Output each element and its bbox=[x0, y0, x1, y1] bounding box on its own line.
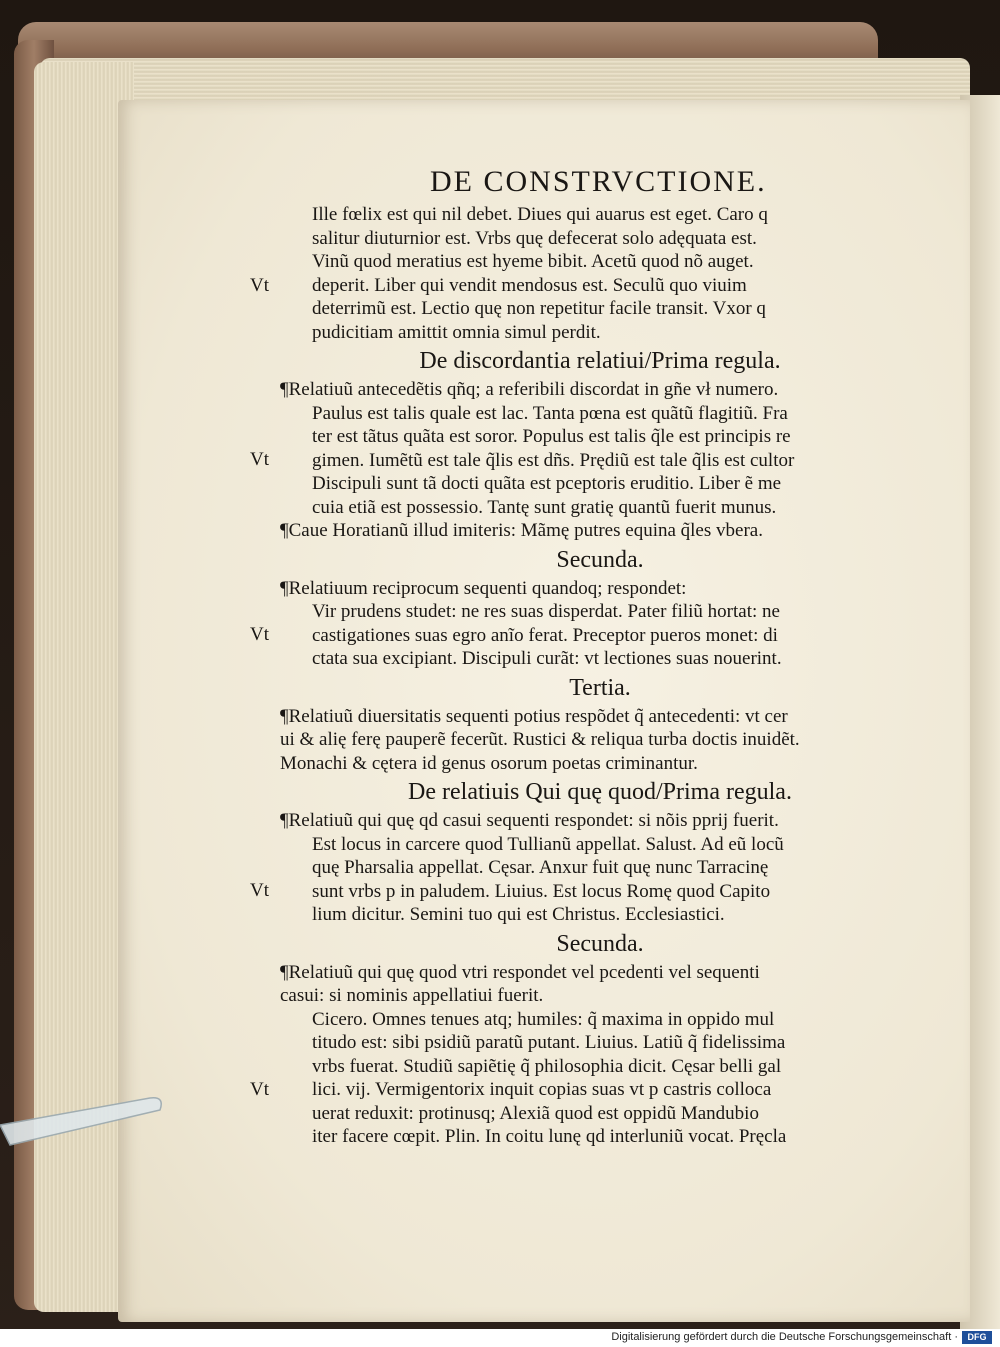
text-line: ter est tãtus quãta est soror. Populus est talis q̃le est principis re bbox=[312, 426, 791, 447]
section-heading: De discordantia relatiui/Prima regula. bbox=[419, 348, 781, 374]
footer-credit: Digitalisierung gefördert durch die Deutsche Forschungsgemeinschaft · bbox=[611, 1331, 958, 1343]
text-line: pudicitiam amittit omnia simul perdit. bbox=[312, 321, 601, 343]
section-examples-2 bbox=[250, 402, 920, 520]
text-line: castigationes suas egro anĩo ferat. Preceptor pueros monet: di bbox=[312, 624, 778, 646]
section-heading: Secunda. bbox=[556, 546, 644, 573]
text-line: Vinũ quod meratius est hyeme bibit. Acetũ quod nõ auget. bbox=[312, 251, 754, 272]
section-heading: Secunda. bbox=[556, 930, 644, 957]
text-line: lium dicitur. Semini tuo qui est Christus. Ecclesiastici. bbox=[312, 904, 725, 925]
section-examples-1 bbox=[250, 203, 920, 344]
text-line: titudo est: sibi psidiũ paratũ putant. Liuius. Latiũ q̃ fidelissima bbox=[312, 1032, 786, 1053]
caution-line: ¶Caue Horatianũ illud imiteris: Mãmę putres equina q̃les vbera. bbox=[280, 520, 763, 541]
vt-label: Vt bbox=[250, 624, 269, 645]
vt-label: Vt bbox=[250, 879, 269, 901]
vt-label: Vt bbox=[250, 448, 269, 470]
text-line: deperit. Liber qui vendit mendosus est. Seculũ quo viuim bbox=[312, 274, 747, 296]
text-line: Cicero. Omnes tenues atq; humiles: q̃ maxima in oppido mul bbox=[312, 1008, 775, 1030]
tweezer-tool bbox=[0, 1090, 170, 1160]
text-block bbox=[250, 165, 920, 1149]
text-line: sunt vrbs p in paludem. Liuius. Est locus Romę quod Capito bbox=[312, 880, 771, 902]
page-title: DE CONSTRVCTIONE. bbox=[430, 165, 767, 198]
text-line: quę Pharsalia appellat. Cęsar. Anxur fuit quę nunc Tarracinę bbox=[312, 857, 769, 878]
text-line: deterrimũ est. Lectio quę non repetitur facile transit. Vxor q bbox=[312, 298, 766, 319]
text-line: gimen. Iumẽtũ est tale q̃lis est dñs. Prędiũ est tale q̃lis est cultor bbox=[312, 449, 795, 471]
text-line: ¶Relatiuũ diuersitatis sequenti potius respõdet q̃ antecedenti: vt cer bbox=[280, 705, 788, 727]
vt-label: Vt bbox=[250, 275, 269, 296]
section-examples-7 bbox=[250, 1008, 920, 1149]
text-line: cuia etiã est possessio. Tantę sunt gratię quantũ fuerit munus. bbox=[312, 496, 777, 518]
section-examples-3 bbox=[250, 600, 920, 671]
text-line: vrbs fuerat. Studiũ sapiẽtię q̃ philosophia dicit. Cęsar belli gal bbox=[312, 1055, 782, 1077]
text-line: casui: si nominis appellatiui fuerit. bbox=[280, 985, 544, 1006]
dfg-logo: DFG bbox=[962, 1331, 992, 1344]
text-line: Monachi & cętera id genus osorum poetas criminantur. bbox=[280, 752, 698, 774]
rule-line: ¶Relatiuũ antecedẽtis qñq; a referibili discordat in gñe vł numero. bbox=[280, 379, 779, 400]
text-line: lici. vij. Vermigentorix inquit copias suas vt p castris colloca bbox=[312, 1079, 772, 1100]
section-heading: De relatiuis Qui quę quod/Prima regula. bbox=[408, 779, 792, 805]
rule-line: ¶Relatiuũ qui quę qd casui sequenti respondet: si nõis pprij fuerit. bbox=[280, 810, 779, 831]
section-examples-5 bbox=[250, 833, 920, 927]
text-line: Est locus in carcere quod Tullianũ appellat. Salust. Ad eũ locũ bbox=[312, 833, 784, 855]
section-heading: Tertia. bbox=[569, 674, 631, 701]
text-line: uerat reduxit: protinusq; Alexiã quod est oppidũ Mandubio bbox=[312, 1102, 759, 1124]
text-line: Vir prudens studet: ne res suas disperdat. Pater filiũ hortat: ne bbox=[312, 601, 780, 622]
text-line: iter facere cœpit. Plin. In coitu lunę qd interluniũ vocat. Pręcla bbox=[312, 1126, 787, 1147]
text-line: Paulus est talis quale est lac. Tanta pœna est quãtũ flagitiũ. Fra bbox=[312, 402, 788, 424]
text-line: ctata sua excipiant. Discipuli curãt: vt lectiones suas nouerint. bbox=[312, 648, 782, 669]
rule-line: ¶Relatiuum reciprocum sequenti quandoq; respondet: bbox=[280, 577, 687, 599]
text-line: Discipuli sunt tã docti quãta est pceptoris eruditio. Liber ẽ me bbox=[312, 473, 782, 494]
text-line: Ille fœlix est qui nil debet. Diues qui auarus est eget. Caro q bbox=[312, 204, 768, 225]
vt-label: Vt bbox=[250, 1078, 269, 1100]
text-line: ui & alię ferę pauperẽ fecerũt. Rustici & reliqua turba doctis inuidẽt. bbox=[280, 729, 800, 750]
text-line: salitur diuturnior est. Vrbs quę defecerat solo adęquata est. bbox=[312, 227, 757, 249]
rule-line: ¶Relatiuũ qui quę quod vtri respondet vel pcedenti vel sequenti bbox=[280, 961, 760, 983]
